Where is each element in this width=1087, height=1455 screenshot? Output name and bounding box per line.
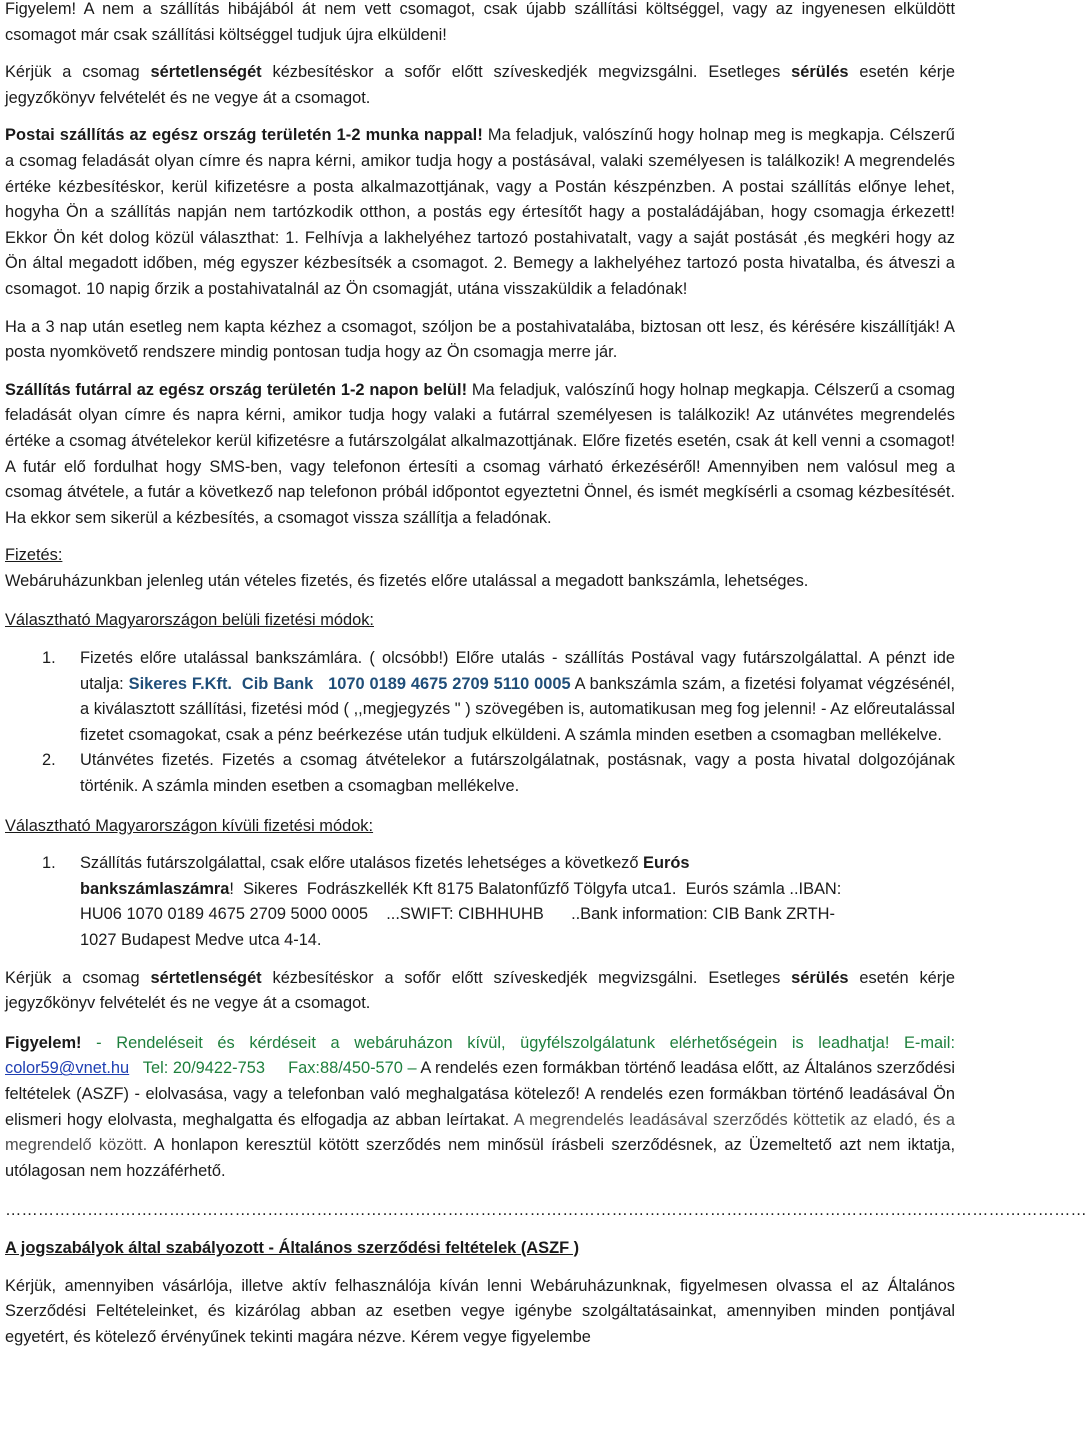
foreign-heading: Választható Magyarországon kívüli fizetési módok: — [5, 816, 374, 835]
notice-label: Figyelem! — [5, 1033, 82, 1052]
domestic-heading: Választható Magyarországon belüli fizetési módok: — [5, 611, 374, 630]
inspection-repeat: Kérjük a csomag sértetlenségét kézbesítéskor a sofőr előtt szíveskedjék megvizsgálni. Esetleges sérülés esetén kérje jegyzőkönyv felvételét és ne vegye át a csomagot. — [5, 968, 955, 1013]
account-number: 1070 0189 4675 2709 5110 0005 — [328, 674, 571, 693]
email-link[interactable]: color59@vnet.hu — [5, 1059, 130, 1078]
list-item: 1. Fizetés előre utalással bankszámlára. ( olcsóbb!) Előre utalás - szállítás Postával vagy futárszolgálattal. A pénzt ide utalja: Sikeres F.Kft. Cib Bank 1070 0189 4675 2709 5110 0005 A bankszámla szám, a fizetési folyamat végzésénél, a kiválasztott szállítási, fizetési mód ( ,,megjegyzés " ) szövegében is, automatikusan meg fog jelenni! - Az előreutalással fizetet csomagokat, csak a pénz beérkezése után tudjuk elküldeni. A számla minden esetben a csomagban mellékelve. — [42, 649, 955, 744]
separator: ……………………………………………………………………………………………………………………………………………………………………………… — [5, 1201, 1087, 1220]
bank-name: Cib Bank — [241, 674, 314, 693]
aszf-heading: A jogszabályok által szabályozott - Általános szerződési feltételek (ASZF ) — [5, 1238, 580, 1257]
courier-section: Szállítás futárral az egész ország területén 1-2 napon belül! Ma feladjuk, valószínű hogy holnap megkapja. Célszerű a csomag feladását olyan címre és napra kérni, amikor tudja hogy valaki a futárral személyesen is találkozik! Az utánvétes megrendelés értéke a csomag átvételekor kerül kifizetésre a futárszolgálat alkalmazottjának. Előre fizetés esetén, csak át kell venni a csomagot! A futár elő fordulhat hogy SMS-ben, vagy telefonon értesíti a csomag várható érkezéséről! Amennyiben nem valósul meg a csomag átvétele, a futár a következő nap telefonon próbál időpontot egyeztetni Önnel, és ismét megkísérli a csomag kézbesítését. Ha ekkor sem sikerül a kézbesítés, a csomagot vissza szállítja a feladónak. — [5, 380, 955, 527]
foreign-list — [5, 851, 955, 953]
company-name: Sikeres F.Kft. — [128, 674, 232, 693]
three-days-paragraph: Ha a 3 nap után esetleg nem kapta kézhez a csomagot, szóljon be a postahivatalába, biztosan ott lesz, és kérésére kiszállítják! A posta nyomkövető rendszere mindig pontosan tudja hogy az Ön csomagja merre jár. — [5, 317, 955, 362]
list-item: 2. Utánvétes fizetés. Fizetés a csomag átvételekor a futárszolgálatnak, postásnak, vagy a posta hivatal dolgozójának történik. A számla minden esetben a csomagban mellékelve. — [42, 751, 955, 796]
intro-inspection: Kérjük a csomag sértetlenségét kézbesítéskor a sofőr előtt szíveskedjék megvizsgálni. Esetleges sérülés esetén kérje jegyzőkönyv felvételét és ne vegye át a csomagot. — [5, 63, 955, 107]
payment-text: Webáruházunkban jelenleg után vételes fizetés, és fizetés előre utalással a megadott bankszámla, lehetséges. — [5, 571, 809, 590]
courier-heading: Szállítás futárral az egész ország területén 1-2 napon belül! — [5, 380, 468, 399]
notice-paragraph: Figyelem! - Rendeléseit és kérdéseit a webáruházon kívül, ügyfélszolgálatunk elérhetőségein is leadhatja! E-mail: color59@vnet.hu Tel: 20/9422-753 Fax:88/450-570 – A rendelés ezen formákban történő leadása előtt, az Általános szerződési feltételek (ASZF) - elolvasása, vagy a telefonban való meghalgatása kötelező! A rendelés ezen formákban történő leadásával Ön elismeri hogy elolvasta, meghalgatta és elfogadja az abban leírtakat. A megrendelés leadásával szerződés köttetik az eladó, és a megrendelő között. A honlapon keresztül kötött szerződés nem minősül írásbeli szerződésnek, az Üzemeltető azt nem iktatja, utólagosan nem hozzáférhető. — [5, 1033, 955, 1180]
postal-heading: Postai szállítás az egész ország területén 1-2 munka nappal! — [5, 126, 483, 145]
list-item: 1. Szállítás futárszolgálattal, csak előre utalásos fizetés lehetséges a következő Eurós bankszámlaszámra! Sikeres Fodrászkellék Kft 8175 Balatonfűzfő Tölgyfa utca1. Eurós számla ..IBAN: HU06 1070 0189 4675 2709 5000 0005 ...SWIFT: CIBHHUHB ..Bank information: CIB Bank ZRTH- 1027 Budapest Medve utca 4-14. — [42, 854, 842, 949]
payment-heading: Fizetés: — [5, 546, 63, 565]
intro-warning: Figyelem! A nem a szállítás hibájából át nem vett csomagot, csak újabb szállítási költséggel, vagy az ingyenesen elküldött csomagot már csak szállítási költséggel tudjuk újra elküldeni! — [5, 0, 955, 44]
domestic-list — [5, 646, 955, 800]
aszf-text: Kérjük, amennyiben vásárlója, illetve aktív felhasználója kíván lenni Webáruházunknak, figyelmesen olvassa el az Általános Szerződési Feltételeinket, és kizárólag abban az esetben vegye igénybe szolgáltatásainkat, amennyiben minden pontjával egyetért, és kötelező érvényűnek tekinti magára nézve. Kérem vegye figyelembe — [5, 1276, 955, 1346]
postal-section: Postai szállítás az egész ország területén 1-2 munka nappal! Ma feladjuk, valószínű hogy holnap meg is megkapja. Célszerű a csomag feladását olyan címre és napra kérni, amikor tudja hogy a postásával, valaki személyesen is találkozik! A megrendelés értéke kézbesítéskor, kerül kifizetésre a posta alkalmazottjának, vagy a Postán készpénzben. A postai szállítás előnye lehet, hogyha Ön a szállítás napján nem tartózkodik otthon, a postás egy értesítőt hagy a postaládájában, hogy csomagja érkezett! Ekkor Ön két dolog közül választhat: 1. Felhívja a lakhelyéhez tartozó postahivatalt, vagy a saját postását ,és megkéri hogy az Ön által megadott időben, még egyszer kézbesítsék a csomagot. 2. Bemegy a lakhelyéhez tartozó posta hivatalba, és átveszi a csomagot. 10 napig őrzik a postahivatalnál az Ön csomagját, utána visszaküldik a feladónak! — [5, 126, 955, 298]
